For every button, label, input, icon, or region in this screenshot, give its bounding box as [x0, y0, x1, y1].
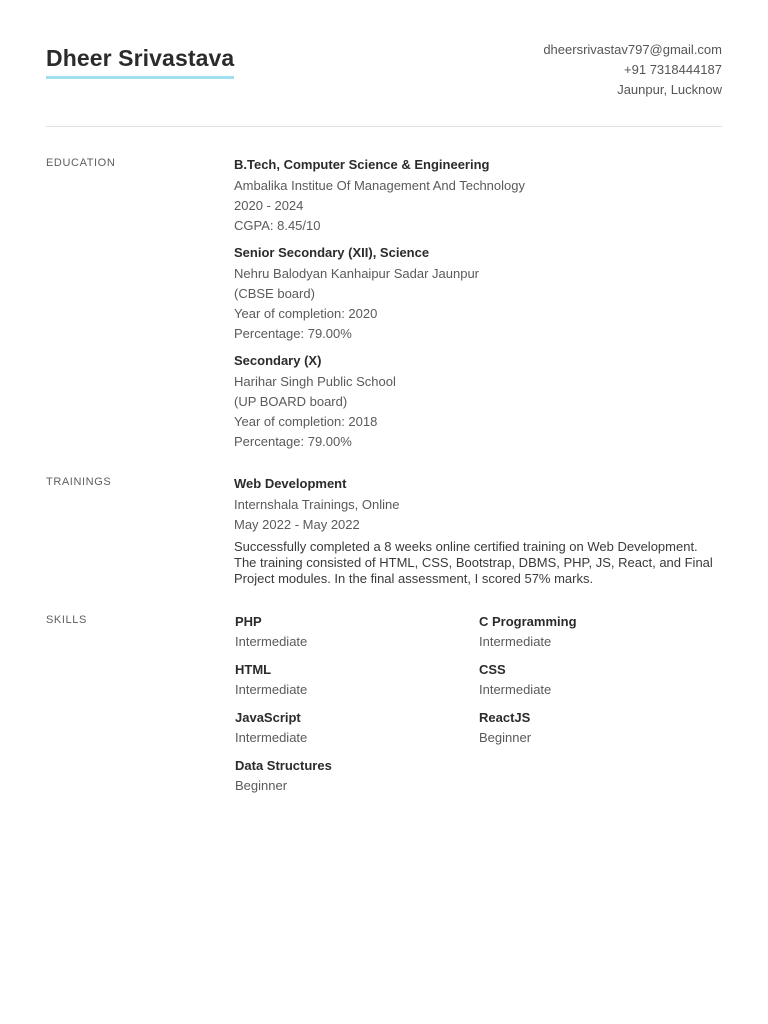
entry-title: B.Tech, Computer Science & Engineering	[234, 157, 490, 172]
institution-text: Ambalika Institue Of Management And Technology	[234, 178, 525, 193]
section-title-education: EDUCATION	[46, 157, 116, 169]
institution-text: Harihar Singh Public School	[234, 374, 396, 389]
duration-text: 2020 - 2024	[234, 198, 304, 213]
education-body	[234, 156, 722, 460]
institution-text: Nehru Balodyan Kanhaipur Sadar Jaunpur	[234, 266, 480, 281]
skill-level: Beginner	[235, 778, 288, 793]
trainings-body	[234, 475, 722, 595]
skill-name: PHP	[235, 614, 262, 629]
entry-title: Secondary (X)	[234, 353, 322, 368]
grade-text: CGPA: 8.45/10	[234, 218, 321, 233]
resume-page	[46, 0, 722, 1024]
section-title-trainings: TRAININGS	[46, 476, 112, 488]
skill-name: HTML	[235, 662, 272, 677]
email-text: dheersrivastav797@gmail.com	[543, 42, 722, 57]
skill-item	[235, 613, 479, 651]
board-text: (UP BOARD board)	[234, 394, 348, 409]
skill-level: Intermediate	[235, 730, 308, 745]
skill-level: Intermediate	[235, 682, 308, 697]
skill-level: Intermediate	[479, 634, 552, 649]
percentage-text: Percentage: 79.00%	[234, 326, 352, 341]
skill-name: Data Structures	[235, 758, 332, 773]
skill-name: ReactJS	[479, 710, 531, 725]
training-description: Successfully completed a 8 weeks online certified training on Web Development. The training consisted of HTML, CSS, Bootstrap, DBMS, PHP, JS, React, and Final Project modules. In the final assessment, I scored 57% marks.	[234, 539, 713, 586]
skill-item	[479, 613, 723, 651]
board-text: (CBSE board)	[234, 286, 315, 301]
skill-name: CSS	[479, 662, 506, 677]
location-text: Jaunpur, Lucknow	[617, 82, 722, 97]
education-entry-xii	[234, 244, 722, 344]
training-provider-text: Internshala Trainings, Online	[234, 497, 400, 512]
completion-year-text: Year of completion: 2020	[234, 306, 378, 321]
resume-header	[46, 0, 722, 127]
skill-level: Beginner	[479, 730, 532, 745]
completion-year-text: Year of completion: 2018	[234, 414, 378, 429]
duration-text: May 2022 - May 2022	[234, 517, 360, 532]
skill-item	[235, 709, 479, 747]
entry-title: Senior Secondary (XII), Science	[234, 245, 430, 260]
education-entry-btech	[234, 156, 722, 236]
entry-title: Web Development	[234, 476, 347, 491]
training-entry	[234, 475, 722, 587]
skill-item	[479, 709, 723, 747]
skill-item	[235, 757, 479, 795]
education-entry-x	[234, 352, 722, 452]
contact-info	[543, 40, 722, 100]
skills-body	[235, 613, 723, 795]
skill-level: Intermediate	[235, 634, 308, 649]
phone-text: +91 7318444187	[624, 62, 722, 77]
skills-grid	[235, 613, 723, 795]
skill-item	[235, 661, 479, 699]
candidate-name: Dheer Srivastava	[46, 44, 234, 79]
skill-name: C Programming	[479, 614, 577, 629]
skill-item	[479, 661, 723, 699]
skill-name: JavaScript	[235, 710, 301, 725]
section-title-skills: SKILLS	[46, 614, 87, 626]
percentage-text: Percentage: 79.00%	[234, 434, 352, 449]
skill-level: Intermediate	[479, 682, 552, 697]
